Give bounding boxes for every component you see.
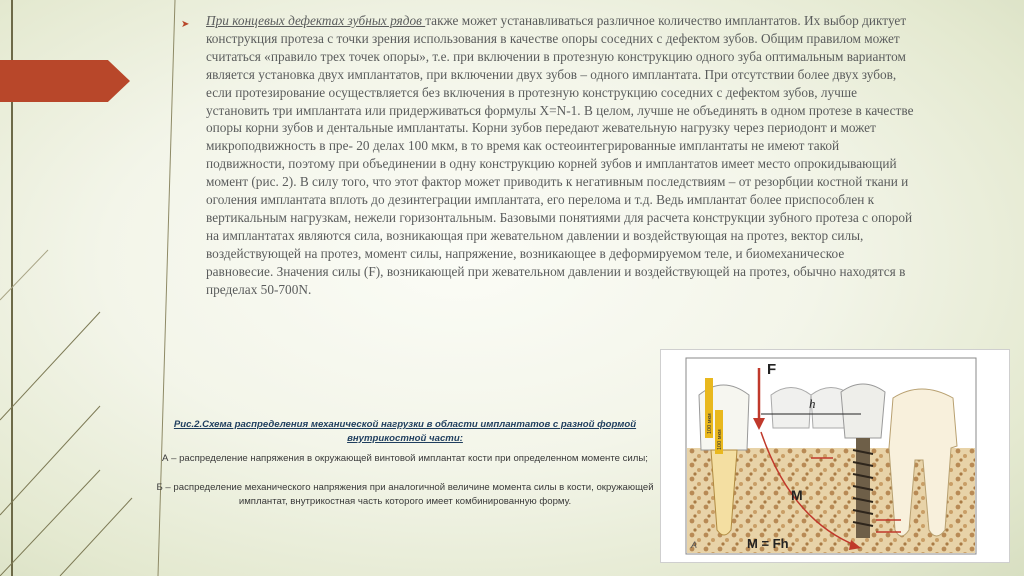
bridge-unit-1 [771, 388, 811, 429]
caption-title: Рис.2.Схема распределения механической нагрузки в области имплантатов с разной формой внутрикостной части: [173, 419, 637, 444]
main-paragraph [206, 12, 914, 299]
caption-line-a: А – распределение напряжения в окружающей винтовой имплантат кости при определенном моменте силы; [162, 453, 648, 464]
body-text: также может устанавливаться различное количество имплантатов. Их выбор диктует конструкция протеза с точки зрения использования в качестве опоры соседних с дефектом зубов. Общим правилом может считаться «правило трех точек опоры», т.е. при включении в протезную конструкцию одного зуба оптимальным вариантом является установка двух имплантатов, при включении двух зубов – одного имплантата. При отсутствии более двух зубов, если протезирование осуществляется без включения в протезную конструкцию соседних с дефектом зубов, лучше установить три имплантата или придерживаться формулы X=N-1. В целом, лучше не объединять в одном протезе в качестве опоры корни зубов и дентальные имплантаты. Корни зубов передают жевательную нагрузку через периодонт и может микроподвижность в пре- 20 делах 100 мкм, в то время как остеоинтегрированные имплантаты не имеют такой подвижности, поэтому при объединении в одну конструкцию корней зубов и имплантатов имеет место опрокидывающий момент (рис. 2). В силу того, что этот фактор может приводить к негативным последствиям – от резорбции костной ткани и оголения имплантата вплоть до дезинтеграции имплантата, его перелома и т.д. Ведь имплантат более приспособлен к вертикальным нагрузкам, нежели горизонтальным. Базовыми понятиями для расчета конструкции зубного протеза с опорой на имплантатах являются сила, возникающая при жевательном давлении и воздействующая на протез, вектор силы, воздействующей на протез, момент силы, напряжение, возникающее в деформируемом теле, и биомеханическое равновесие. Значения силы (F), возникающей при жевательном давлении и воздействующей на протез, обычно находятся в пределах 50-700N. [206, 13, 914, 297]
figure-caption [152, 418, 658, 524]
accent-arrow-shape [0, 60, 130, 102]
scale-label-top: 100 мкм [707, 413, 713, 434]
lead-phrase: При концевых дефектах зубных рядов [206, 13, 426, 28]
moment-formula: M = Fh [747, 536, 789, 551]
dental-diagram [661, 350, 1011, 564]
dental-figure [660, 349, 1010, 563]
lever-arm-label: h [809, 396, 816, 411]
implant-crown [841, 384, 885, 438]
bullet-arrow-icon: ➤ [181, 19, 190, 30]
moment-label: M [791, 487, 803, 503]
scale-label-bottom: 100 мкм [717, 429, 723, 450]
caption-line-b: Б – распределение механического напряжения при аналогичной величине момента силы в кости, окружающей имплантат, внутрикостная часть которого имеет комбинированную форму. [156, 482, 654, 507]
force-label: F [767, 361, 777, 378]
panel-letter: A [691, 540, 698, 550]
